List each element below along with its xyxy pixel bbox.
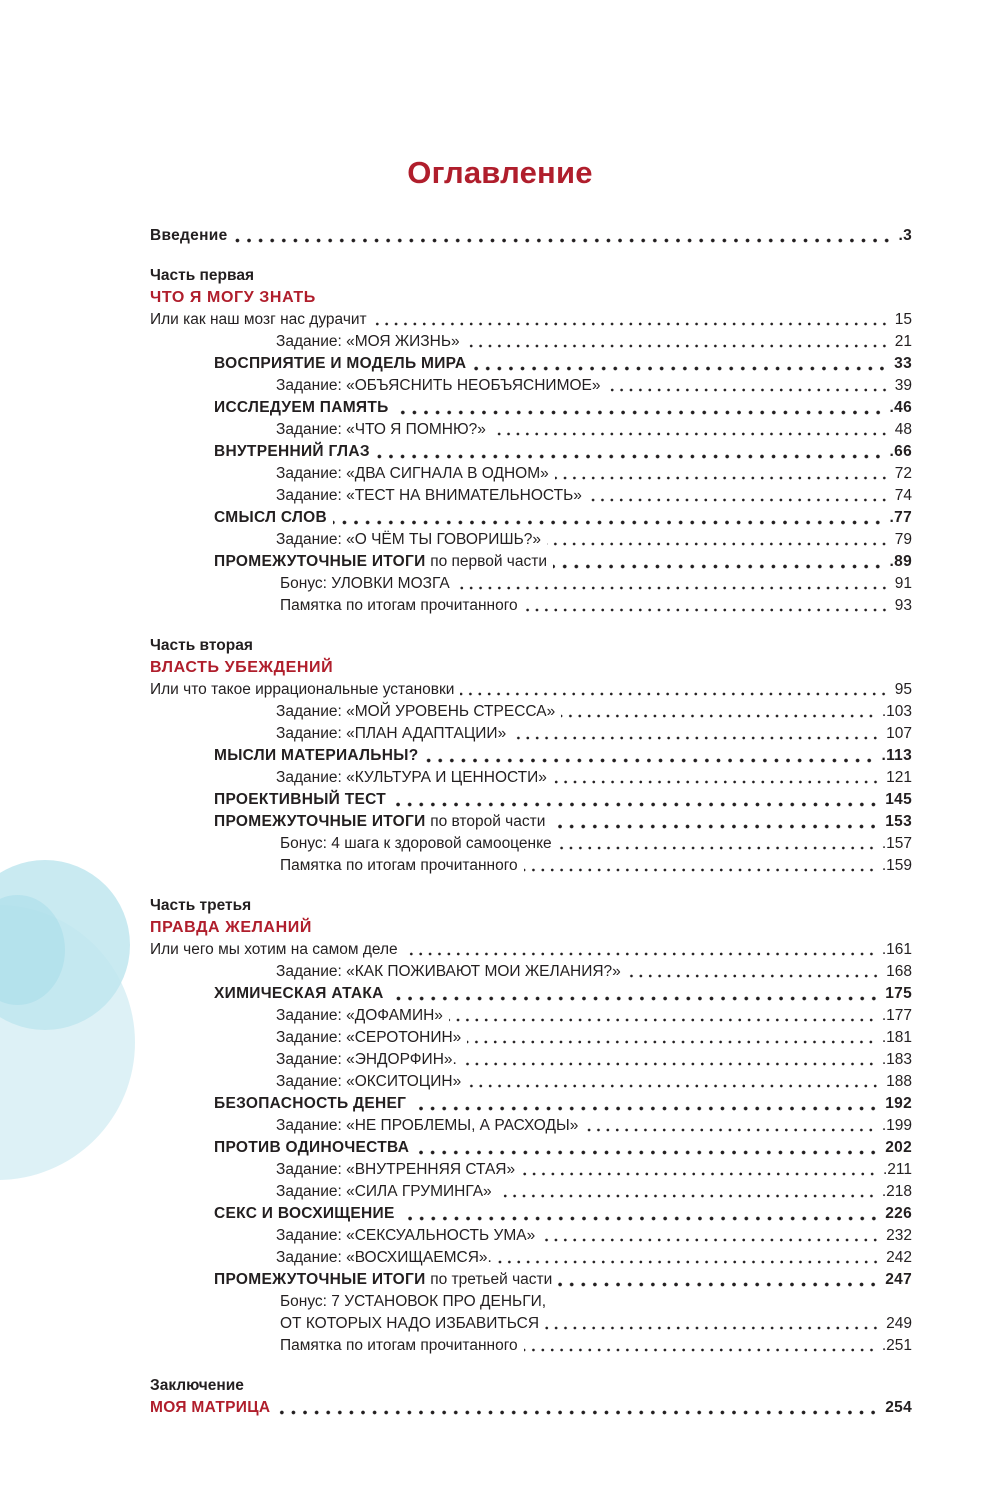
entry-page-number: .183 bbox=[881, 1051, 912, 1068]
dot-leader bbox=[472, 366, 888, 371]
entry-label: Задание: «КАК ПОЖИВАЮТ МОИ ЖЕЛАНИЯ?» bbox=[276, 963, 621, 980]
toc-entry-chapter[interactable] bbox=[150, 507, 912, 529]
entry-page-number: .66 bbox=[889, 443, 912, 460]
toc-entry-chapter[interactable] bbox=[150, 789, 912, 811]
toc-entry-bonus[interactable] bbox=[150, 573, 912, 595]
entry-label: ПРОТИВ ОДИНОЧЕСТВА bbox=[214, 1139, 410, 1156]
toc-entry-task[interactable] bbox=[150, 1247, 912, 1269]
entry-label: ВНУТРЕННИЙ ГЛАЗ bbox=[214, 443, 370, 460]
toc-entry-task[interactable] bbox=[150, 1225, 912, 1247]
toc-entry-memo[interactable] bbox=[150, 1335, 912, 1357]
toc-entry-task[interactable] bbox=[150, 419, 912, 441]
entry-label: ИССЛЕДУЕМ ПАМЯТЬ bbox=[214, 399, 389, 416]
chapter-name: ПРОМЕЖУТОЧНЫЕ ИТОГИ bbox=[214, 553, 426, 570]
entry-page-number: 95 bbox=[894, 681, 912, 698]
entry-label: Задание: «ВОСХИЩАЕМСЯ». bbox=[276, 1249, 492, 1266]
entry-page-number: .177 bbox=[881, 1007, 912, 1024]
entry-label: Задание: «ТЕСТ НА ВНИМАТЕЛЬНОСТЬ» bbox=[276, 487, 582, 504]
dot-leader bbox=[424, 758, 875, 763]
dot-leader bbox=[234, 238, 892, 243]
chapter-suffix: по третьей части bbox=[430, 1271, 553, 1288]
entry-label: ПРОЕКТИВНЫЙ ТЕСТ bbox=[214, 791, 387, 808]
entry-label: Задание: «ОБЪЯСНИТЬ НЕОБЪЯСНИМОЕ» bbox=[276, 377, 601, 394]
toc-entry-conclusion[interactable] bbox=[150, 1397, 912, 1419]
dot-leader bbox=[541, 1238, 880, 1242]
entry-page-number: 72 bbox=[894, 465, 912, 482]
toc-entry-memo[interactable] bbox=[150, 595, 912, 617]
dot-leader bbox=[498, 1260, 880, 1264]
part-label: Часть вторая bbox=[150, 637, 253, 654]
entry-page-number: 91 bbox=[894, 575, 912, 592]
entry-label: Или как наш мозг нас дурачит bbox=[150, 311, 367, 328]
entry-label: Памятка по итогам прочитанного bbox=[280, 1337, 518, 1354]
toc-entry-bonus[interactable] bbox=[150, 1313, 912, 1335]
toc-entry-bonus[interactable] bbox=[150, 833, 912, 855]
entry-label: Задание: «СЕРОТОНИН» bbox=[276, 1029, 462, 1046]
toc-entry-task[interactable] bbox=[150, 961, 912, 983]
part-title[interactable]: ВЛАСТЬ УБЕЖДЕНИЙ bbox=[150, 659, 334, 676]
entry-label: СМЫСЛ СЛОВ bbox=[214, 509, 327, 526]
dot-leader bbox=[276, 1410, 879, 1415]
entry-page-number: 39 bbox=[894, 377, 912, 394]
part-subtitle-entry[interactable] bbox=[150, 939, 912, 961]
dot-leader bbox=[547, 542, 889, 546]
entry-page-number: 188 bbox=[886, 1073, 912, 1090]
toc-entry-chapter[interactable] bbox=[150, 745, 912, 767]
dot-leader bbox=[521, 1172, 877, 1176]
toc-entry-chapter[interactable] bbox=[150, 1093, 912, 1115]
entry-label: ВОСПРИЯТИЕ И МОДЕЛЬ МИРА bbox=[214, 355, 467, 372]
entry-label: Задание: «ДВА СИГНАЛА В ОДНОМ» bbox=[276, 465, 549, 482]
dot-leader bbox=[460, 692, 888, 696]
chapter-suffix: по первой части bbox=[430, 553, 547, 570]
dot-leader bbox=[456, 586, 889, 590]
entry-page-number: 249 bbox=[886, 1315, 912, 1332]
toc-entry-task[interactable] bbox=[150, 463, 912, 485]
entry-label: Задание: «ЧТО Я ПОМНЮ?» bbox=[276, 421, 486, 438]
entry-label: Задание: «КУЛЬТУРА И ЦЕННОСТИ» bbox=[276, 769, 547, 786]
entry-label: ХИМИЧЕСКАЯ АТАКА bbox=[214, 985, 384, 1002]
entry-page-number: 15 bbox=[894, 311, 912, 328]
chapter-name: ПРОМЕЖУТОЧНЫЕ ИТОГИ bbox=[214, 813, 426, 830]
entry-page-number: .211 bbox=[882, 1161, 912, 1178]
entry-page-number: .46 bbox=[889, 399, 912, 416]
entry-page-number: 79 bbox=[894, 531, 912, 548]
entry-page-number: 107 bbox=[886, 725, 912, 742]
toc-entry-task[interactable] bbox=[150, 1005, 912, 1027]
entry-label bbox=[214, 811, 545, 833]
entry-page-number: 168 bbox=[886, 963, 912, 980]
entry-page-number: 242 bbox=[886, 1249, 912, 1266]
entry-label: Задание: «ДОФАМИН» bbox=[276, 1007, 443, 1024]
toc-entry-task[interactable] bbox=[150, 1115, 912, 1137]
entry-label: Задание: «ВНУТРЕННЯЯ СТАЯ» bbox=[276, 1161, 516, 1178]
entry-page-number: 121 bbox=[886, 769, 912, 786]
dot-leader bbox=[553, 780, 880, 784]
toc-entry-task[interactable] bbox=[150, 767, 912, 789]
entry-page-number: 48 bbox=[894, 421, 912, 438]
entry-label: Задание: «О ЧЁМ ТЫ ГОВОРИШЬ?» bbox=[276, 531, 542, 548]
part-title[interactable]: ПРАВДА ЖЕЛАНИЙ bbox=[150, 919, 312, 936]
entry-label: Задание: «ПЛАН АДАПТАЦИИ» bbox=[276, 725, 507, 742]
dot-leader bbox=[555, 476, 889, 480]
toc-entry-chapter[interactable] bbox=[150, 1203, 912, 1225]
entry-page-number: .77 bbox=[889, 509, 912, 526]
chapter-suffix: по второй части bbox=[430, 813, 546, 830]
entry-page-number: 21 bbox=[894, 333, 912, 350]
toc-entry-task[interactable] bbox=[150, 1049, 912, 1071]
toc-entry-memo[interactable] bbox=[150, 855, 912, 877]
toc-entry-chapter[interactable] bbox=[150, 983, 912, 1005]
dot-leader bbox=[492, 432, 889, 436]
entry-label: СЕКС И ВОСХИЩЕНИЕ bbox=[214, 1205, 395, 1222]
toc-entry-chapter[interactable] bbox=[150, 811, 912, 833]
entry-page-number: 192 bbox=[885, 1095, 912, 1112]
entry-label: МЫСЛИ МАТЕРИАЛЬНЫ? bbox=[214, 747, 419, 764]
toc-entry-chapter[interactable] bbox=[150, 1137, 912, 1159]
toc-entry-bonus-line1[interactable]: Бонус: 7 УСТАНОВОК ПРО ДЕНЬГИ, bbox=[280, 1293, 547, 1310]
dot-leader bbox=[467, 1084, 880, 1088]
toc-entry-task[interactable] bbox=[150, 1071, 912, 1093]
entry-label: Задание: «ОКСИТОЦИН» bbox=[276, 1073, 462, 1090]
dot-leader bbox=[524, 868, 876, 872]
entry-page-number: 33 bbox=[894, 355, 912, 372]
entry-label: Бонус: УЛОВКИ МОЗГА bbox=[280, 575, 450, 592]
dot-leader bbox=[545, 1326, 880, 1330]
part-subtitle-entry[interactable] bbox=[150, 309, 912, 331]
dot-leader bbox=[553, 564, 884, 569]
entry-label: ОТ КОТОРЫХ НАДО ИЗБАВИТЬСЯ bbox=[280, 1315, 540, 1332]
entry-page-number: .199 bbox=[881, 1117, 912, 1134]
part-label: Заключение bbox=[150, 1377, 244, 1394]
entry-label: Задание: «МОЯ ЖИЗНЬ» bbox=[276, 333, 460, 350]
entry-label: Задание: «СЕКСУАЛЬНОСТЬ УМА» bbox=[276, 1227, 536, 1244]
dot-leader bbox=[373, 322, 889, 326]
entry-label bbox=[214, 1269, 552, 1291]
dot-leader bbox=[524, 1348, 876, 1352]
entry-page-number: .161 bbox=[881, 941, 912, 958]
toc-entry-task[interactable] bbox=[150, 723, 912, 745]
page-title: Оглавление bbox=[407, 155, 593, 190]
dot-leader bbox=[467, 1040, 876, 1044]
toc-entry-task[interactable] bbox=[150, 485, 912, 507]
dot-leader bbox=[449, 1018, 876, 1022]
entry-label: БЕЗОПАСНОСТЬ ДЕНЕГ bbox=[214, 1095, 407, 1112]
toc-entry-task[interactable] bbox=[150, 529, 912, 551]
entry-page-number: .113 bbox=[881, 747, 912, 764]
entry-page-number: .89 bbox=[889, 553, 912, 570]
entry-page-number: 247 bbox=[885, 1271, 912, 1288]
entry-page-number: .181 bbox=[881, 1029, 912, 1046]
dot-leader bbox=[584, 1128, 876, 1132]
toc-part-3 bbox=[150, 895, 912, 1357]
entry-page-number: 93 bbox=[894, 597, 912, 614]
part-label: Часть первая bbox=[150, 267, 254, 284]
dot-leader bbox=[558, 1282, 879, 1287]
entry-page-number: .159 bbox=[881, 857, 912, 874]
dot-leader bbox=[558, 846, 876, 850]
dot-leader bbox=[627, 974, 880, 978]
dot-leader bbox=[392, 802, 879, 807]
dot-leader bbox=[524, 608, 889, 612]
dot-leader bbox=[333, 520, 884, 525]
part-label: Часть третья bbox=[150, 897, 252, 914]
dot-leader bbox=[390, 996, 880, 1001]
dot-leader bbox=[498, 1194, 876, 1198]
entry-page-number: 254 bbox=[885, 1399, 912, 1416]
entry-page-number: 226 bbox=[885, 1205, 912, 1222]
toc-entry-task[interactable] bbox=[150, 1159, 912, 1181]
entry-page-number: 232 bbox=[886, 1227, 912, 1244]
toc-conclusion bbox=[150, 1375, 912, 1419]
toc-entry-task[interactable] bbox=[150, 701, 912, 723]
entry-page-number: .103 bbox=[881, 703, 912, 720]
entry-label: Или что такое иррациональные установки bbox=[150, 681, 455, 698]
toc-entry-chapter[interactable] bbox=[150, 551, 912, 573]
entry-label: Памятка по итогам прочитанного bbox=[280, 597, 518, 614]
toc-part-1 bbox=[150, 265, 912, 617]
dot-leader bbox=[401, 1216, 880, 1221]
dot-leader bbox=[561, 714, 876, 718]
toc-entry-introduction[interactable] bbox=[150, 225, 912, 247]
entry-label: Задание: «ЭНДОРФИН». bbox=[276, 1051, 457, 1068]
dot-leader bbox=[415, 1150, 879, 1155]
toc-entry-chapter[interactable] bbox=[150, 353, 912, 375]
entry-label: Задание: «СИЛА ГРУМИНГА» bbox=[276, 1183, 492, 1200]
part-title[interactable]: ЧТО Я МОГУ ЗНАТЬ bbox=[150, 289, 316, 306]
entry-label: Или чего мы хотим на самом деле bbox=[150, 941, 398, 958]
dot-leader bbox=[404, 952, 876, 956]
chapter-name: ПРОМЕЖУТОЧНЫЕ ИТОГИ bbox=[214, 1271, 426, 1288]
entry-label: Памятка по итогам прочитанного bbox=[280, 857, 518, 874]
entry-page-number: .157 bbox=[881, 835, 912, 852]
entry-page-number: .3 bbox=[898, 227, 912, 244]
entry-label bbox=[214, 551, 547, 573]
entry-label: Задание: «НЕ ПРОБЛЕМЫ, А РАСХОДЫ» bbox=[276, 1117, 579, 1134]
entry-page-number: .251 bbox=[881, 1337, 912, 1354]
dot-leader bbox=[466, 344, 889, 348]
dot-leader bbox=[463, 1062, 876, 1066]
entry-page-number: 175 bbox=[885, 985, 912, 1002]
entry-label: Введение bbox=[150, 227, 228, 244]
entry-page-number: 202 bbox=[885, 1139, 912, 1156]
entry-page-number: .218 bbox=[881, 1183, 912, 1200]
dot-leader bbox=[607, 388, 889, 392]
entry-page-number: 145 bbox=[885, 791, 912, 808]
toc-entry-chapter[interactable] bbox=[150, 1269, 912, 1291]
toc-entry-task[interactable] bbox=[150, 1181, 912, 1203]
dot-leader bbox=[512, 736, 880, 740]
dot-leader bbox=[412, 1106, 879, 1111]
toc-entry-task[interactable] bbox=[150, 331, 912, 353]
part-subtitle-entry[interactable] bbox=[150, 679, 912, 701]
entry-label: МОЯ МАТРИЦА bbox=[150, 1399, 271, 1416]
entry-label: Бонус: 4 шага к здоровой самооценке bbox=[280, 835, 552, 852]
entry-page-number: 153 bbox=[885, 813, 912, 830]
toc-entry-chapter[interactable] bbox=[150, 397, 912, 419]
toc-entry-chapter[interactable] bbox=[150, 441, 912, 463]
dot-leader bbox=[551, 824, 879, 829]
dot-leader bbox=[588, 498, 889, 502]
toc-entry-task[interactable] bbox=[150, 375, 912, 397]
entry-page-number: 74 bbox=[894, 487, 912, 504]
table-of-contents bbox=[150, 225, 912, 1419]
entry-label: Задание: «МОЙ УРОВЕНЬ СТРЕССА» bbox=[276, 703, 556, 720]
toc-part-2 bbox=[150, 635, 912, 877]
dot-leader bbox=[395, 410, 884, 415]
dot-leader bbox=[376, 454, 884, 459]
toc-entry-task[interactable] bbox=[150, 1027, 912, 1049]
